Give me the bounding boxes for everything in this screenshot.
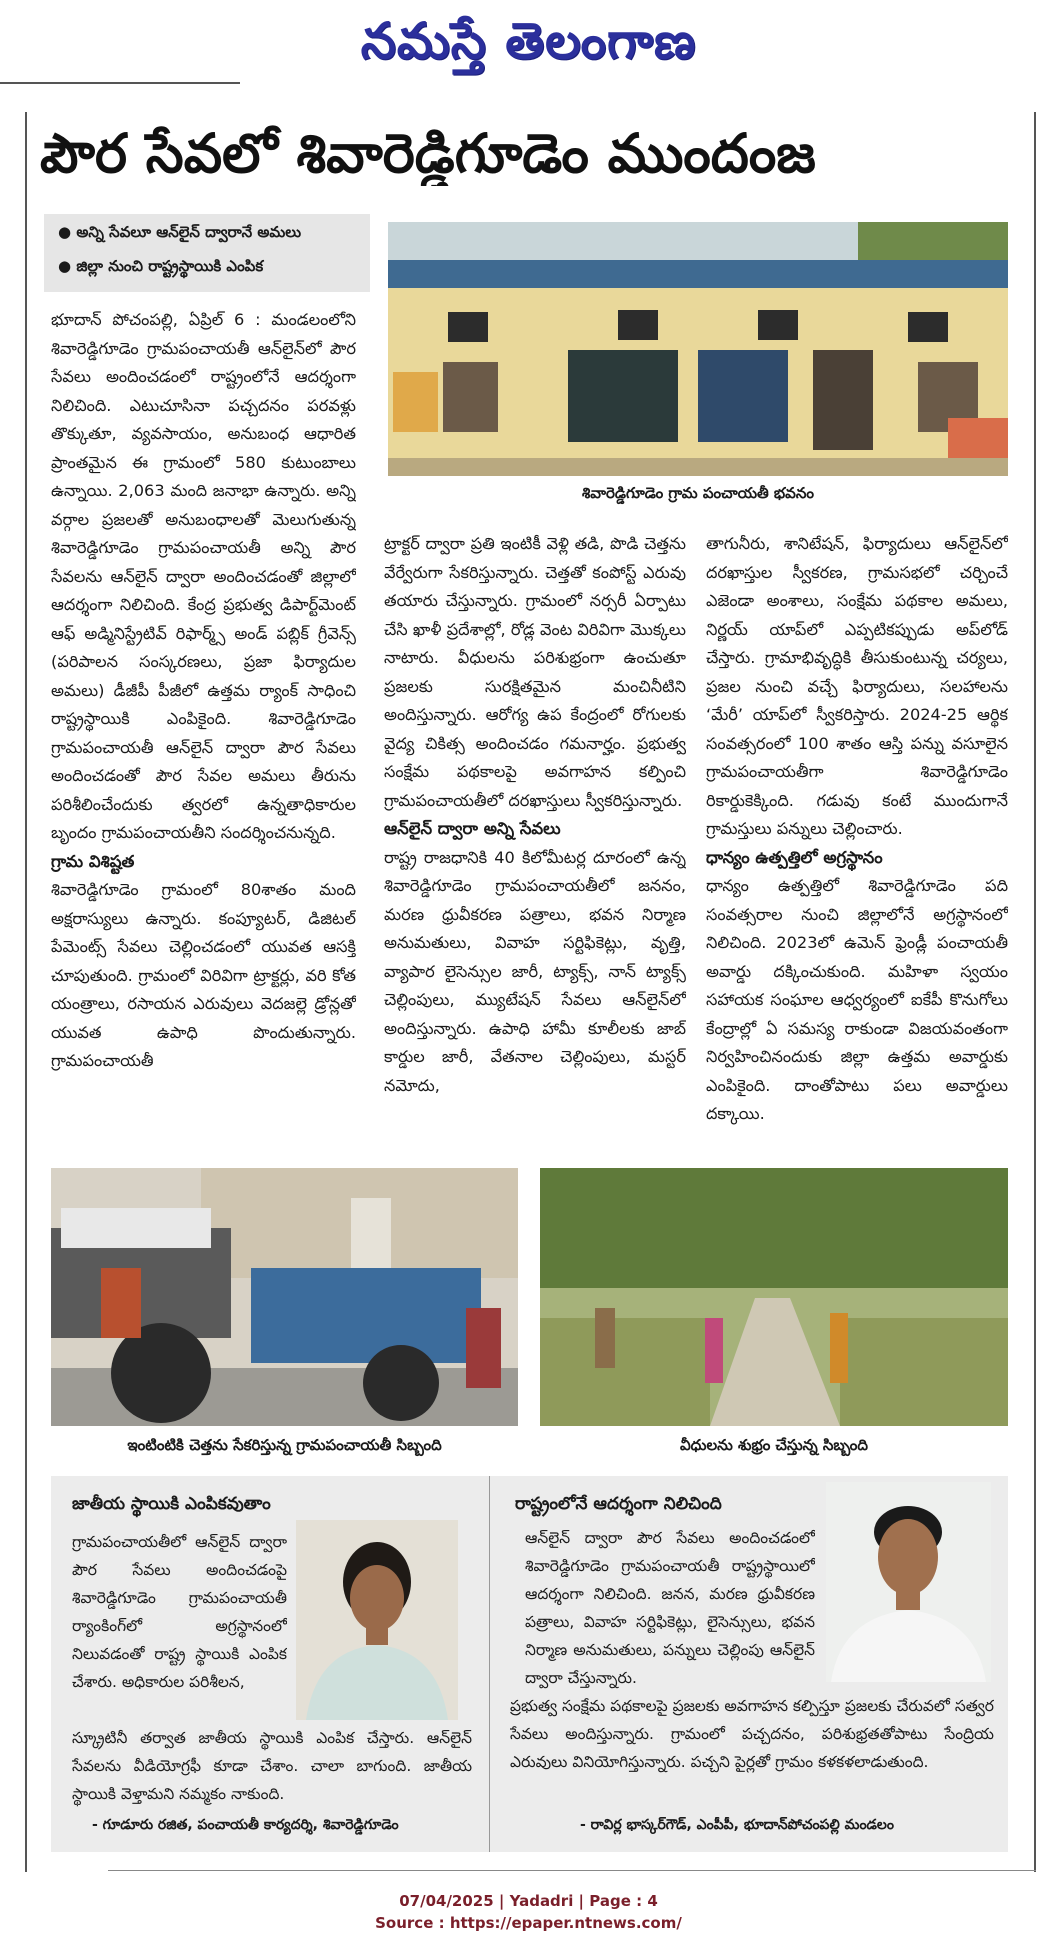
building-illustration — [388, 222, 1008, 476]
col2-subheading: ఆన్‌లైన్ ద్వారా అన్ని సేవలు — [384, 819, 561, 838]
quote-left-text-narrow: గ్రామపంచాయతీలో ఆన్‌లైన్ ద్వారా పౌర సేవలు అందించడంపై శివారెడ్డిగూడెం గ్రామపంచాయతీ ర్యాంకింగ్‌లో అగ్రస్థానంలో నిలువడంతో రాష్ట్ర స్థాయికి ఎంపిక చేశారు. అధికారుల పరిశీలన, — [72, 1533, 287, 1691]
masthead-rule — [0, 82, 240, 84]
col2-paragraph-2: రాష్ట్ర రాజధానికి 40 కిలోమీటర్ల దూరంలో ఉన్న శివారెడ్డిగూడెం గ్రామపంచాయతీలో జననం, మరణ ధ్రువీకరణ పత్రాలు, భవన నిర్మాణ అనుమతులు, వివాహ సర్టిఫికెట్లు, వృత్తి, వ్యాపార లైసెన్సుల జారీ, ట్యాక్స్, నాన్ ట్యాక్స్ చెల్లింపులు, మ్యుటేషన్ సేవలు ఆన్‌లైన్‌లో అందిస్తున్నారు. ఉపాధి హామీ కూలీలకు జాబ్ కార్డుల జారీ, వేతనాల చెల్లింపులు, మస్టర్ నమోదు, — [384, 847, 686, 1095]
street-cleaning-caption: వీధులను శుభ్రం చేస్తున్న సిబ్బంది — [680, 1436, 868, 1454]
quote-right-text-narrow: ఆన్‌లైన్ ద్వారా పౌర సేవలు అందించడంలో శివారెడ్డిగూడెం గ్రామపంచాయతీ రాష్ట్రస్థాయిలో ఆదర్శంగా నిలిచింది. జనన, మరణ ధ్రువీకరణ పత్రాలు, వివాహ సర్టిఫికెట్లు, లైసెన్సులు, భవన నిర్మాణ అనుమతులు, పన్నులు చెల్లింపు ఆన్‌లైన్ ద్వారా చేస్తున్నారు. — [525, 1529, 815, 1687]
panchayat-building-photo — [388, 222, 1008, 476]
col3-paragraph-1: తాగునీరు, శానిటేషన్, ఫిర్యాదులు ఆన్‌లైన్‌లో దరఖాస్తుల స్వీకరణ, గ్రామసభలో చర్చించే ఎజెండా అంశాలు, సంక్షేమ పథకాల అమలు, నిర్ణయ్ యాప్‌లో ఎప్పటికప్పుడు అప్‌లోడ్ చేస్తారు. గ్రామాభివృద్ధికి తీసుకుంటున్న చర్యలు, ప్రజల నుంచి వచ్చే ఫిర్యాదులు, సలహాలను ‘మేరీ’ యాప్‌లో స్వీకరిస్తారు. 2024-25 ఆర్థిక సంవత్సరంలో 100 శాతం ఆస్తి పన్ను వసూలైన గ్రామపంచాయతీగా శివారెడ్డిగూడెం రికార్డుకెక్కింది. గడువు కంటే ముందుగానే గ్రామస్తులు పన్నులు చెల్లించారు. — [706, 534, 1008, 838]
col1-subheading: గ్రామ విశిష్టత — [51, 851, 135, 871]
tractor-illustration — [51, 1168, 518, 1426]
col3-paragraph-2: ధాన్యం ఉత్పత్తిలో శివారెడ్డిగూడెం పది సంవత్సరాల నుంచి జిల్లాలోనే అగ్రస్థానంలో నిలిచింది. 2023లో ఉమెన్ ఫ్రెండ్లీ పంచాయతీ అవార్డు దక్కించుకుంది. మహిళా స్వయం సహాయక సంఘాల ఆధ్వర్యంలో ఐకేపీ కొనుగోలు కేంద్రాల్లో ఏ సమస్య రాకుండా విజయవంతంగా నిర్వహించినందుకు జిల్లా ఉత్తమ అవార్డుకు ఎంపికైంది. దాంతోపాటు పలు అవార్డులు దక్కాయి. — [706, 876, 1008, 1123]
masthead-title: నమస్తే తెలంగాణ — [360, 12, 697, 70]
quote-right-signature: - రావిర్ల భాస్కర్‌గౌడ్, ఎంపీపీ, భూదాన్‌పోచంపల్లి మండలం — [580, 1817, 894, 1833]
quote-right-title: రాష్ట్రంలోనే ఆదర్శంగా నిలిచింది — [515, 1494, 722, 1514]
garbage-collection-photo — [51, 1168, 518, 1426]
col1-paragraph-2: శివారెడ్డిగూడెం గ్రామంలో 80శాతం మంది అక్షరాస్యులు ఉన్నారు. కంప్యూటర్, డిజిటల్ పేమెంట్స్ సేవలు చెల్లించడంలో యువత ఆసక్తి చూపుతుంది. గ్రామంలో విరివిగా ట్రాక్టర్లు, వరి కోత యంత్రాలు, రసాయన ఎరువులు వెదజల్లె డ్రోన్లతో యువత ఉపాధి పొందుతున్నారు. గ్రామపంచాయతీ — [51, 880, 356, 1070]
left-margin-rule — [25, 112, 27, 1872]
col2-paragraph-1: ట్రాక్టర్ ద్వారా ప్రతి ఇంటికీ వెళ్లి తడి, పొడి చెత్తను వేర్వేరుగా సేకరిస్తున్నారు. చెత్తతో కంపోస్ట్ ఎరువు తయారు చేస్తున్నారు. గ్రామంలో నర్సరీ ఏర్పాటు చేసి ఖాళీ ప్రదేశాల్లో, రోడ్ల వెంట విరివిగా మొక్కలు నాటారు. వీధులను పరిశుభ్రంగా ఉంచుతూ ప్రజలకు సురక్షితమైన మంచినీటిని అందిస్తున్నారు. ఆరోగ్య ఉప కేంద్రంలో రోగులకు వైద్య చికిత్స అందించడం గమనార్హం. ప్రభుత్వ సంక్షేమ పథకాలపై అవగాహన కల్పించి గ్రామపంచాయతీలో దరఖాస్తులు స్వీకరిస్తున్నారు. — [384, 534, 686, 810]
footer-source: Source : https://epaper.ntnews.com/ — [375, 1914, 682, 1932]
article-column-3 — [706, 530, 1008, 1151]
quote-right-text-wide: ప్రభుత్వ సంక్షేమ పథకాలపై ప్రజలకు అవగాహన కల్పిస్తూ ప్రజలకు చేరువలో సత్వర సేవలు అందిస్తున్నారు. గ్రామంలో పచ్చదనం, పరిశుభ్రతతోపాటు సేంద్రియ ఎరువులు వినియోగిస్తున్నారు. పచ్చని పైర్లతో గ్రామం కళకళలాడుతుంది. — [510, 1697, 994, 1771]
bottom-rule — [108, 1870, 1036, 1871]
headline: పౌర సేవలో శివారెడ్డిగూడెం ముందంజ — [40, 122, 816, 185]
person-photo — [296, 1520, 458, 1720]
masthead — [0, 0, 1057, 82]
panchayat-building-caption: శివారెడ్డిగూడెం గ్రామ పంచాయతీ భవనం — [582, 484, 814, 502]
article-column-1 — [51, 306, 356, 1151]
street-illustration — [540, 1168, 1008, 1426]
col3-subheading: ధాన్యం ఉత్పత్తిలో అగ్రస్థానం — [706, 847, 883, 867]
person-photo — [826, 1482, 991, 1682]
col1-paragraph-1: భూదాన్ పోచంపల్లి, ఏప్రిల్ 6 : మండలంలోని శివారెడ్డిగూడెం గ్రామపంచాయతీ ఆన్‌లైన్‌లో పౌర సేవలు అందించడంలో రాష్ట్రంలోనే ఆదర్శంగా నిలిచింది. ఎటుచూసినా పచ్చదనం పరవళ్లు తొక్కుతూ, వ్యవసాయం, అనుబంధ ఆధారిత ప్రాంతమైన ఈ గ్రామంలో 580 కుటుంబాలు ఉన్నాయి. 2,063 మంది జనాభా ఉన్నారు. అన్ని వర్గాల ప్రజలతో అనుబంధాలతో మెలుగుతున్న శివారెడ్డిగూడెం గ్రామపంచాయతీ అన్ని పౌర సేవలను ఆన్‌లైన్ ద్వారా అందించడంతో జిల్లాలో ఆదర్శంగా నిలిచింది. కేంద్ర ప్రభుత్వ డిపార్ట్‌మెంట్ ఆఫ్ అడ్మినిస్ట్రేటివ్ రిఫార్మ్స్ అండ్ పబ్లిక్ గ్రీవెన్స్ (పరిపాలన సంస్కరణలు, ప్రజా ఫిర్యాదుల అమలు) డీజీపీ పీజీలో ఉత్తమ ర్యాంక్ సాధించి రాష్ట్రస్థాయికి ఎంపికైంది. శివారెడ్డిగూడెం గ్రామపంచాయతీ ఆన్‌లైన్ ద్వారా పౌర సేవలు అందించడంతో పౌర సేవల అమలు తీరును పరిశీలించేందుకు త్వరలో ఉన్నతాధికారుల బృందం గ్రామపంచాయతీని సందర్శించనున్నది. — [51, 310, 356, 842]
bullet-1: ● అన్ని సేవలూ ఆన్‌లైన్ ద్వారానే అమలు — [58, 223, 302, 241]
deck-bullets — [44, 214, 370, 292]
bhaskar-portrait — [826, 1482, 991, 1682]
rajitha-portrait — [296, 1520, 458, 1720]
street-cleaning-photo — [540, 1168, 1008, 1426]
quote-left-text-wide: స్క్రూటినీ తర్వాత జాతీయ స్థాయికి ఎంపిక చేస్తారు. ఆన్‌లైన్ సేవలను వీడియోగ్రఫీ కూడా చేశాం. చాలా బాగుంది. జాతీయ స్థాయికి వెళ్తామని నమ్మకం నాకుంది. — [72, 1729, 472, 1803]
garbage-collection-caption: ఇంటింటికి చెత్తను సేకరిస్తున్న గ్రామపంచాయతీ సిబ్బంది — [127, 1436, 442, 1454]
footer-edition: 07/04/2025 | Yadadri | Page : 4 — [399, 1892, 658, 1910]
bullet-2: ● జిల్లా నుంచి రాష్ట్రస్థాయికి ఎంపిక — [58, 257, 264, 275]
quote-left-signature: - గూడూరు రజిత, పంచాయతీ కార్యదర్శి, శివారెడ్డిగూడెం — [92, 1817, 399, 1833]
right-margin-rule — [1034, 112, 1036, 1872]
article-column-2 — [384, 530, 686, 1151]
quote-left-title: జాతీయ స్థాయికి ఎంపికవుతాం — [72, 1494, 271, 1514]
